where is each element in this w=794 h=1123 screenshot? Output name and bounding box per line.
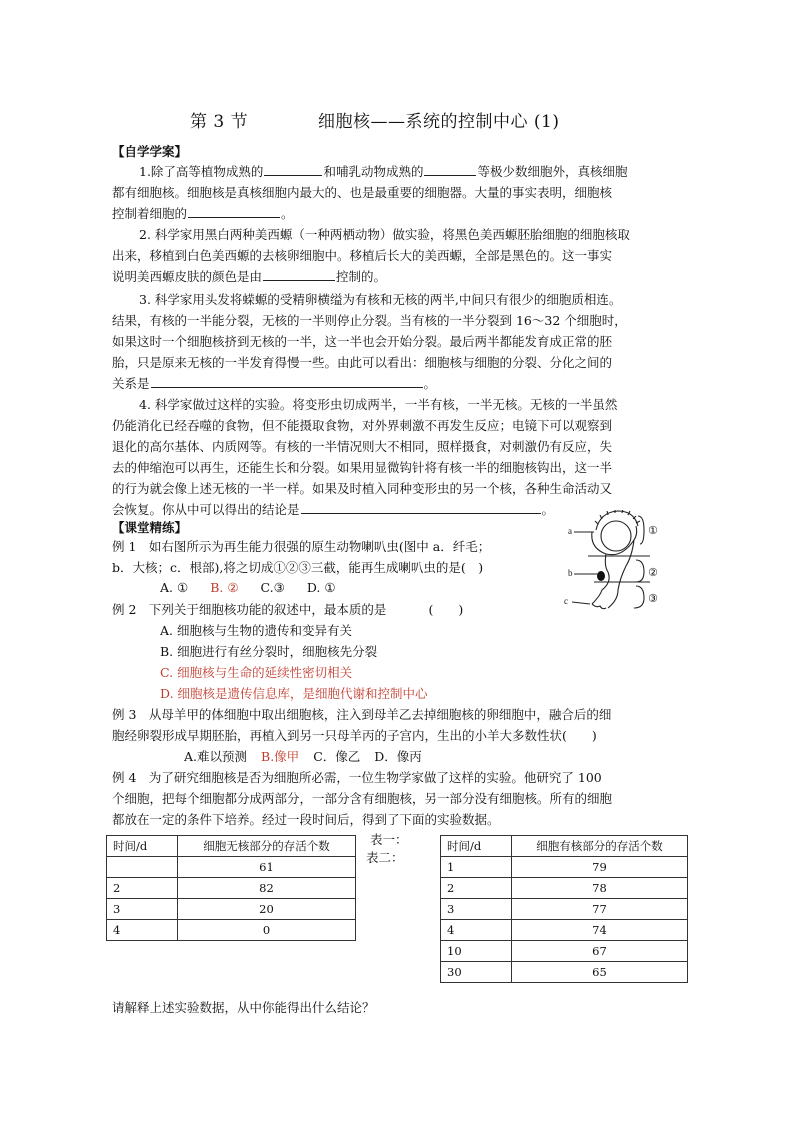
label-b: b [568,568,573,578]
table-header-row [441,836,688,857]
table-header: 时间/d [441,836,512,857]
blank-4[interactable] [263,268,335,281]
q4-line3: 退化的高尔基体、内质网等。有核的一半情况则大不相同，照样摄食，对刺激仍有反应，失 [112,439,613,454]
table-row: 3 77 [441,899,688,920]
table-with-nucleus [440,835,688,983]
label-section-2: ② [648,566,658,579]
ex3-line1: 例 3 从母羊甲的体细胞中取出细胞核，注入到母羊乙去掉细胞核的卵细胞中，融合后的细 [112,707,612,722]
table-header: 细胞无核部分的存活个数 [178,836,356,857]
q2-line3: 说明美西螈皮肤的颜色是由 控制的。 [112,269,387,284]
table-row: 61 [107,857,356,878]
blank-5[interactable] [151,375,423,388]
blank-2[interactable] [424,163,476,176]
final-question: 请解释上述实验数据，从中你能得出什么结论？ [112,1000,375,1015]
ex1-line2: b．大核；c．根部),将之切成①②③三截，能再生成喇叭虫的是( ) [112,560,484,575]
q4-line1: 4. 科学家做过这样的实验。将变形虫切成两半，一半有核，一半无核。无核的一半虽然 [139,397,618,412]
q3-line3: 如果这时一个细胞核挤到无核的一半，这一半也会开始分裂。最后两半都能发育成正常的胚 [112,334,613,349]
table-header: 时间/d [107,836,178,857]
q4-line4: 去的伸缩泡可以再生，还能生长和分裂。如果用显微钩针将有核一半的细胞核钩出，这一半 [112,460,613,475]
q3-line2: 结果，有核的一半能分裂，无核的一半则停止分裂。当有核的一半分裂到 16～32 个细胞时， [112,313,627,328]
ex3-option-c[interactable]: C．像乙 [313,749,361,764]
label-section-1: ① [648,524,658,537]
ex3-options [184,747,422,765]
table-header-row [107,836,356,857]
page-title: 细胞核——系统的控制中心 (1) [318,112,560,132]
q4-line2: 仍能消化已经吞噬的食物，但不能摄取食物，对外界刺激不再发生反应；电镜下可以观察到 [112,418,613,433]
ex2-option-d[interactable]: D. 细胞核是遗传信息库，是细胞代谢和控制中心 [160,686,428,701]
table-row: 3 20 [107,899,356,920]
ex3-option-a[interactable]: A.难以预测 [184,749,248,764]
ex2-stem: 例 2 下列关于细胞核功能的叙述中，最本质的是 ( ) [112,602,464,617]
table-row: 2 82 [107,878,356,899]
ex2-option-a[interactable]: A. 细胞核与生物的遗传和变异有关 [160,623,352,638]
section-number: 第 3 节 [190,112,249,132]
ex1-option-c[interactable]: C.③ [260,580,285,595]
ex1-option-b[interactable]: B. ② [210,580,239,595]
blank-6[interactable] [301,501,541,514]
ex2-option-b[interactable]: B. 细胞进行有丝分裂时，细胞核先分裂 [160,644,378,659]
macronucleus [597,571,605,581]
table-row: 30 65 [441,962,688,983]
ex3-line2: 胞经卵裂形成早期胚胎，再植入到另一只母羊丙的子宫内，生出的小羊大多数性状( ) [112,728,597,743]
self-study-heading: 【自学学案】 [112,144,188,159]
table-row: 2 78 [441,878,688,899]
table2-label: 表二： [366,850,404,865]
q1-line2: 都有细胞核。细胞核是真核细胞内最大的、也是最重要的细胞器。大量的事实表明，细胞核 [112,185,613,200]
ex1-option-d[interactable]: D. ① [306,580,336,595]
q4-line6: 会恢复。你从中可以得出的结论是 。 [112,502,555,517]
table-row: 10 67 [441,941,688,962]
q2-line2: 出来，移植到白色美西螈的去核卵细胞中。移植后长大的美西螈，全部是黑色的。这一事实 [112,248,613,263]
q4-line5: 的行为就会像上述无核的一半一样。如果及时植入同种变形虫的另一个核，各种生命活动又 [112,481,613,496]
q3-line5: 关系是 。 [112,376,437,391]
ex3-option-b[interactable]: B.像甲 [261,749,300,764]
q1-line1: 1.除了高等植物成熟的 和哺乳动物成熟的 等极少数细胞外，真核细胞 [139,164,628,179]
practice-heading: 【课堂精练】 [112,520,188,535]
q3-line1: 3. 科学家用头发将蝾螈的受精卵横缢为有核和无核的两半,中间只有很少的细胞质相连。 [139,292,622,307]
table-no-nucleus [106,835,356,941]
q3-line4: 胎，只是原来无核的一半发育得慢一些。由此可以看出：细胞核与细胞的分裂、分化之间的 [112,355,613,370]
ex3-option-d[interactable]: D．像丙 [374,749,422,764]
table-row: 4 0 [107,920,356,941]
table1-label: 表一： [370,832,408,847]
label-a: a [568,526,572,536]
table-header: 细胞有核部分的存活个数 [512,836,688,857]
table-row: 1 79 [441,857,688,878]
blank-3[interactable] [188,205,280,218]
q2-line1: 2. 科学家用黑白两种美西螈（一种两栖动物）做实验，将黑色美西螈胚胎细胞的细胞核取 [139,227,630,242]
label-c: c [564,596,568,606]
stentor-figure [560,510,680,618]
ex1-line1: 例 1 如右图所示为再生能力很强的原生动物喇叭虫(图中 a．纤毛； [112,539,491,554]
q1-line3: 控制着细胞的 。 [112,206,294,221]
ex1-option-a[interactable]: A. ① [160,580,189,595]
table-row: 4 74 [441,920,688,941]
ex4-line2: 个细胞，把每个细胞都分成两部分，一部分含有细胞核，另一部分没有细胞核。所有的细胞 [112,791,613,806]
label-section-3: ③ [648,592,658,605]
ex4-line1: 例 4 为了研究细胞核是否为细胞所必需，一位生物学家做了这样的实验。他研究了 100 [112,770,602,785]
ex1-options [160,580,336,595]
blank-1[interactable] [264,163,322,176]
ex4-line3: 都放在一定的条件下培养。经过一段时间后，得到了下面的实验数据。 [112,812,500,827]
ex2-option-c[interactable]: C. 细胞核与生命的延续性密切相关 [160,665,353,680]
